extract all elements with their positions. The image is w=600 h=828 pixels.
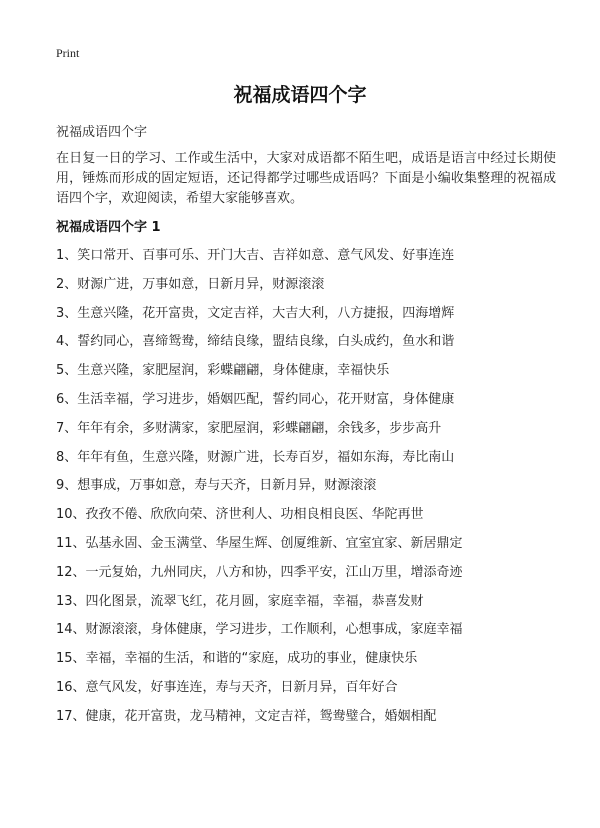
section-heading: 祝福成语四个字 1 [56,220,161,235]
list-item: 13、四化图景，流翠飞红，花月圆，家庭幸福，幸福，恭喜发财 [56,593,424,609]
list-item: 1、笑口常开、百事可乐、开门大吉、吉祥如意、意气风发、好事连连 [56,248,455,263]
idiom-list [56,246,576,736]
list-item: 6、生活幸福，学习进步，婚姻匹配，誓约同心，花开财富，身体健康 [56,391,455,407]
list-item: 8、年年有鱼，生意兴隆，财源广进，长寿百岁，福如东海，寿比南山 [56,449,455,465]
page-title: 祝福成语四个字 [233,84,367,106]
list-item: 15、幸福，幸福的生活，和谐的“家庭，成功的事业，健康快乐 [56,651,418,667]
list-item: 2、财源广进，万事如意，日新月异，财源滚滚 [56,276,325,292]
list-item: 7、年年有余，多财满家，家肥屋润，彩蝶翩翩，余钱多，步步高升 [56,420,442,436]
list-item: 10、孜孜不倦、欣欣向荣、济世利人、功相良相良医、华陀再世 [56,507,424,523]
print-link[interactable]: Print [56,46,80,60]
list-item: 9、想事成，万事如意，寿与天齐，日新月异，财源滚滚 [56,478,377,494]
list-item: 4、誓约同心，喜缔鸳鸯，缔结良缘，盟结良缘，白头成约，鱼水和谐 [56,334,455,350]
list-item: 17、健康，花开富贵，龙马精神，文定吉祥，鸳鸯璧合，婚姻相配 [56,708,437,724]
list-item: 3、生意兴隆，花开富贵，文定吉祥，大吉大利，八方捷报，四海增辉 [56,305,455,321]
list-item: 14、财源滚滚，身体健康，学习进步，工作顺利，心想事成，家庭幸福 [56,622,463,638]
list-item: 5、生意兴隆，家肥屋润，彩蝶翩翩，身体健康，幸福快乐 [56,363,390,379]
list-item: 16、意气风发，好事连连，寿与天齐，日新月异，百年好合 [56,679,398,695]
list-item: 12、一元复始，九州同庆，八方和协，四季平安，江山万里，增添奇迹 [56,564,463,580]
intro-paragraph: 在日复一日的学习、工作或生活中，大家对成语都不陌生吧，成语是语言中经过长期使用，锤炼而形成的固定短语，还记得都学过哪些成语吗？下面是小编收集整理的祝福成语四个字，欢迎阅读，希望大家能够喜欢。 [56,151,556,206]
list-item: 11、弘基永固、金玉满堂、华屋生辉、创厦维新、宜室宜家、新居鼎定 [56,535,463,551]
document-subtitle: 祝福成语四个字 [56,125,148,140]
